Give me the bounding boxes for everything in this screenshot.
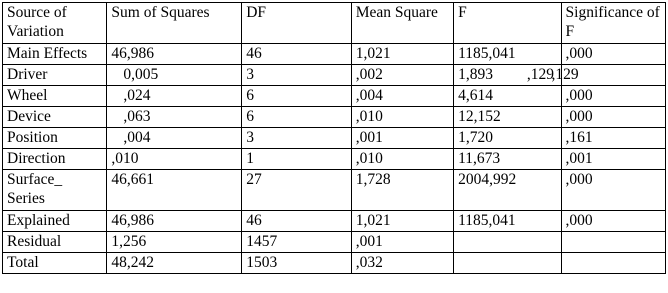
cell-source: Direction bbox=[3, 149, 107, 170]
cell-df: 27 bbox=[242, 170, 351, 211]
cell-df: 1457 bbox=[242, 232, 351, 253]
cell-source: Total bbox=[3, 253, 107, 274]
cell-sig: ,001 bbox=[561, 149, 665, 170]
cell-ss-value: 48,242 bbox=[111, 254, 155, 271]
cell-f: 1,720 bbox=[454, 128, 561, 149]
table-row bbox=[3, 232, 666, 253]
cell-ms: 1,021 bbox=[351, 44, 453, 65]
table-row bbox=[3, 149, 666, 170]
cell-ss bbox=[107, 253, 242, 274]
cell-ss bbox=[107, 170, 242, 211]
cell-source: Main Effects bbox=[3, 44, 107, 65]
cell-ms: ,010 bbox=[351, 149, 453, 170]
cell-ms: 1,021 bbox=[351, 211, 453, 232]
cell-sig bbox=[561, 232, 665, 253]
table-row bbox=[3, 107, 666, 128]
table-row bbox=[3, 86, 666, 107]
table-row bbox=[3, 253, 666, 274]
cell-f-extra: ,129 bbox=[526, 66, 554, 83]
cell-f: 2004,992 bbox=[454, 170, 561, 211]
cell-sig: ,000 bbox=[561, 170, 665, 211]
cell-ms: ,001 bbox=[351, 232, 453, 253]
cell-ss bbox=[107, 44, 242, 65]
cell-ms: ,002 bbox=[351, 65, 453, 86]
cell-source: Surface_ Series bbox=[3, 170, 107, 211]
cell-ss-value: 1,256 bbox=[111, 233, 147, 250]
cell-f-value: 1,893 bbox=[458, 66, 493, 83]
cell-source: Driver bbox=[3, 65, 107, 86]
table-row bbox=[3, 128, 666, 149]
table-row bbox=[3, 65, 666, 86]
cell-ss-value: 46,986 bbox=[111, 45, 155, 62]
cell-df: 6 bbox=[242, 86, 351, 107]
cell-df: 6 bbox=[242, 107, 351, 128]
cell-f: 1185,041 bbox=[454, 44, 561, 65]
cell-ss bbox=[107, 65, 242, 86]
cell-sig: ,000 bbox=[561, 86, 665, 107]
cell-source: Device bbox=[3, 107, 107, 128]
cell-ss bbox=[107, 107, 242, 128]
cell-ss-value: ,063 bbox=[123, 108, 151, 125]
header-f: F bbox=[454, 3, 561, 44]
header-source: Source of Variation bbox=[3, 3, 107, 44]
header-mean-square: Mean Square bbox=[351, 3, 453, 44]
cell-source: Position bbox=[3, 128, 107, 149]
cell-f bbox=[454, 65, 561, 86]
cell-df: 3 bbox=[242, 128, 351, 149]
cell-ss-value: 46,986 bbox=[111, 212, 155, 229]
cell-ss-value: ,010 bbox=[111, 150, 139, 167]
cell-sig: ,000 bbox=[561, 107, 665, 128]
cell-f: 12,152 bbox=[454, 107, 561, 128]
cell-f: 11,673 bbox=[454, 149, 561, 170]
cell-ms: ,004 bbox=[351, 86, 453, 107]
cell-df: 1503 bbox=[242, 253, 351, 274]
cell-df: 3 bbox=[242, 65, 351, 86]
cell-df: 1 bbox=[242, 149, 351, 170]
cell-ss bbox=[107, 211, 242, 232]
table-row bbox=[3, 44, 666, 65]
cell-ms: ,010 bbox=[351, 107, 453, 128]
cell-source: Explained bbox=[3, 211, 107, 232]
cell-ms: ,001 bbox=[351, 128, 453, 149]
header-significance: Significance of F bbox=[561, 3, 665, 44]
cell-ss-value: ,024 bbox=[123, 87, 151, 104]
cell-df: 46 bbox=[242, 44, 351, 65]
cell-sig: ,000 bbox=[561, 44, 665, 65]
table-row bbox=[3, 211, 666, 232]
cell-df: 46 bbox=[242, 211, 351, 232]
cell-ss bbox=[107, 86, 242, 107]
cell-ss-value: 0,005 bbox=[123, 66, 159, 83]
header-row bbox=[3, 3, 666, 44]
cell-source: Residual bbox=[3, 232, 107, 253]
cell-f bbox=[454, 232, 561, 253]
cell-f bbox=[454, 253, 561, 274]
cell-source: Wheel bbox=[3, 86, 107, 107]
cell-sig: ,161 bbox=[561, 128, 665, 149]
table-row bbox=[3, 170, 666, 211]
cell-ss-value: ,004 bbox=[123, 129, 151, 146]
cell-sig bbox=[561, 253, 665, 274]
header-df: DF bbox=[242, 3, 351, 44]
header-sum-of-squares: Sum of Squares bbox=[107, 3, 242, 44]
cell-sig bbox=[551, 65, 665, 86]
cell-ss-value: 46,661 bbox=[111, 171, 155, 188]
cell-f: 4,614 bbox=[454, 86, 561, 107]
cell-f: 1185,041 bbox=[454, 211, 561, 232]
cell-ss bbox=[107, 128, 242, 149]
cell-sig: ,000 bbox=[561, 211, 665, 232]
cell-ms: 1,728 bbox=[351, 170, 453, 211]
cell-ss bbox=[107, 232, 242, 253]
anova-table bbox=[2, 2, 666, 274]
cell-ms: ,032 bbox=[351, 253, 453, 274]
cell-sig-value: ,129 bbox=[551, 66, 579, 83]
cell-ss bbox=[107, 149, 242, 170]
